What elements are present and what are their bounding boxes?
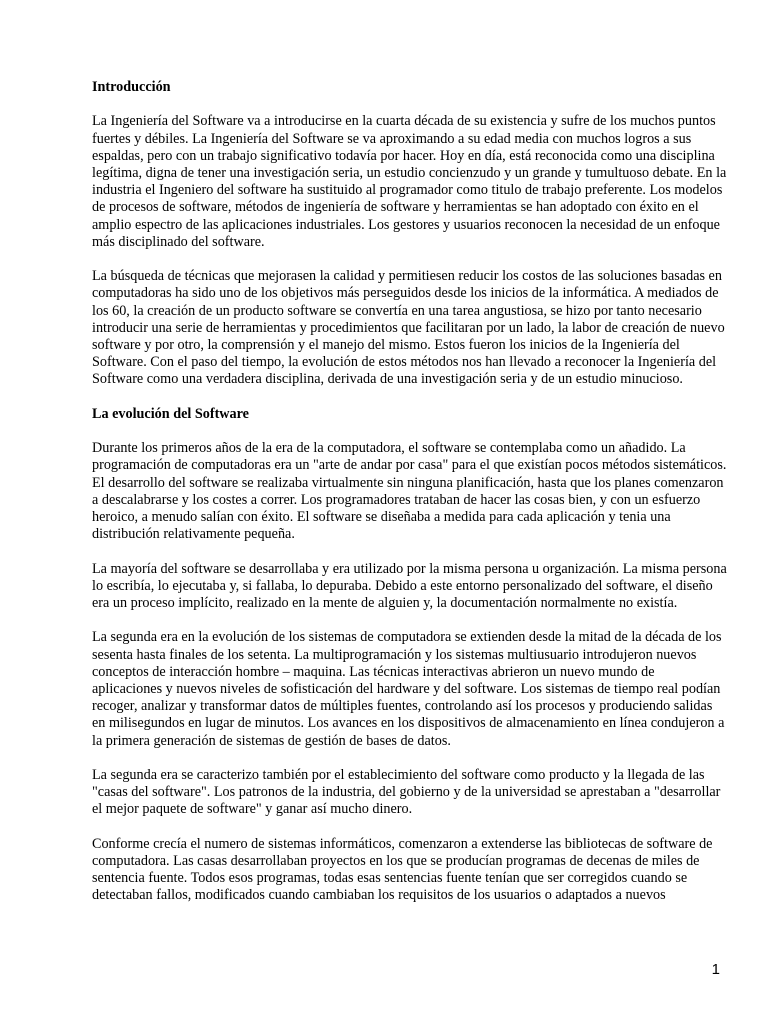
paragraph-1: La Ingeniería del Software va a introducirse en la cuarta década de su existencia y sufre de los muchos puntos fuertes y débiles. La Ingeniería del Software se va aproximando a su edad media con muchos logros a sus espaldas, pero con un trabajo significativo todavía por hacer. Hoy en día, está reconocida como una disciplina legítima, digna de tener una investigación seria, un estudio concienzudo y un grande y tumultuoso debate. En la industria el Ingeniero del software ha sustituido al programador como titulo de trabajo preferente. Los modelos de procesos de software, métodos de ingeniería de software y herramientas se han adoptado con éxito en el amplio espectro de las aplicaciones industriales. Los gestores y usuarios reconocen la necesidad de un enfoque más disciplinado del software. (92, 113, 727, 250)
paragraph-6: La segunda era se caracterizo también por el establecimiento del software como producto y la llegada de las "casas del software". Los patronos de la industria, del gobierno y de la universidad se aprestaban a "desarrollar el mejor paquete de software" y ganar así mucho dinero. (92, 767, 721, 818)
paragraph-2: La búsqueda de técnicas que mejorasen la calidad y permitiesen reducir los costos de las soluciones basadas en computadoras ha sido uno de los objetivos más perseguidos desde los inicios de la informática. A mediados de los 60, la creación de un producto software se convertía en una tarea angustiosa, se hizo por tanto necesario introducir una serie de herramientas y procedimientos que facilitaran por un lado, la labor de creación de nuevo software y por otro, la comprensión y el manejo del mismo. Estos fueron los inicios de la Ingeniería del Software. Con el paso del tiempo, la evolución de estos métodos nos han llevado a reconocer la Ingeniería del Software como una verdadera disciplina, derivada de una investigación seria y de un estudio minucioso. (92, 268, 725, 388)
paragraph-4: La mayoría del software se desarrollaba y era utilizado por la misma persona u organización. La misma persona lo escribía, lo ejecutaba y, si fallaba, lo depuraba. Debido a este entorno personalizado del software, el diseño era un proceso implícito, realizado en la mente de alguien y, la documentación normalmente no existía. (92, 560, 727, 612)
section-heading-introduccion: Introducción (92, 79, 171, 95)
paragraph-5: La segunda era en la evolución de los sistemas de computadora se extienden desde la mitad de la década de los sesenta hasta finales de los setenta. La multiprogramación y los sistemas multiusuario introdujeron nuevos conceptos de interacción hombre – maquina. Las técnicas interactivas abrieron un nuevo mundo de aplicaciones y nuevos niveles de sofisticación del hardware y del software. Los sistemas de tiempo real podían recoger, analizar y transformar datos de múltiples fuentes, controlando así los procesos y produciendo salidas en milisegundos en lugar de minutos. Los avances en los dispositivos de almacenamiento en línea condujeron a la primera generación de sistemas de gestión de bases de datos. (92, 629, 725, 749)
page-number: 1 (711, 961, 720, 978)
paragraph-3: Durante los primeros años de la era de la computadora, el software se contemplaba como un añadido. La programación de computadoras era un "arte de andar por casa" para el que existían pocos métodos sistemáticos. El desarrollo del software se realizaba virtualmente sin ninguna planificación, hasta que los planes comenzaron a descalabrarse y los costes a correr. Los programadores trataban de hacer las cosas bien, y con un esfuerzo heroico, a menudo salían con éxito. El software se diseñaba a medida para cada aplicación y tenia una distribución relativamente pequeña. (92, 440, 727, 543)
document-body (92, 79, 728, 922)
section-heading-evolucion: La evolución del Software (92, 405, 249, 422)
paragraph-7: Conforme crecía el numero de sistemas informáticos, comenzaron a extenderse las bibliotecas de software de computadora. Las casas desarrollaban proyectos en los que se producían programas de decenas de miles de sentencia fuente. Todos esos programas, todas esas sentencias fuente tenían que ser corregidos cuando se detectaban fallos, modificados cuando cambiaban los requisitos de los usuarios o adaptados a nuevos (92, 835, 713, 904)
